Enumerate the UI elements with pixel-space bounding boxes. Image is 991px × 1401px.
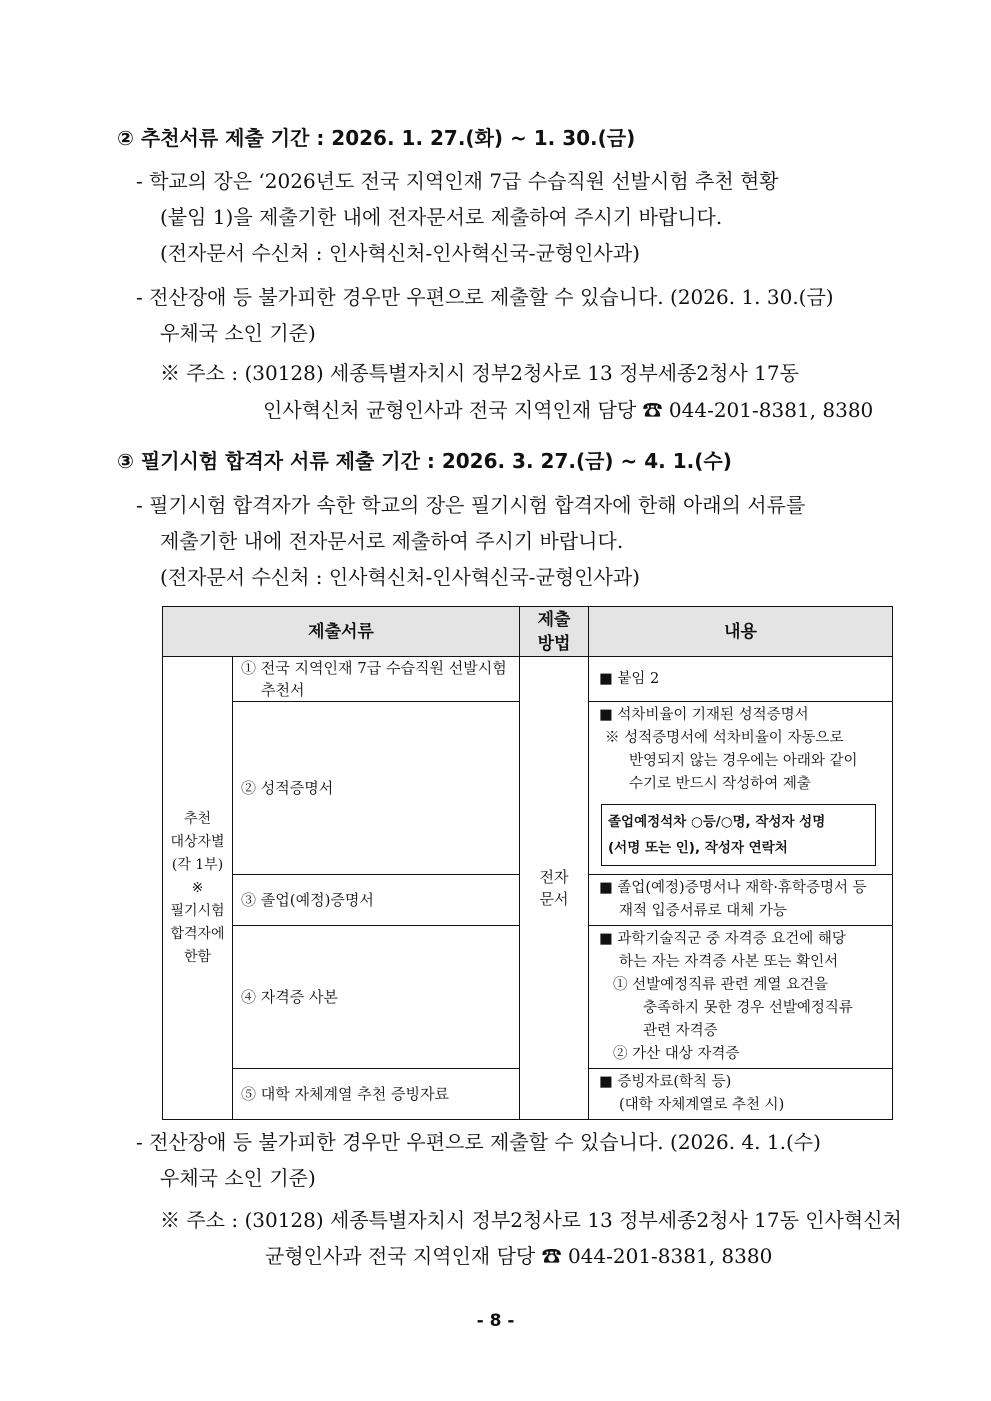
section3-bullet2-line1: - 전산장애 등 불가피한 경우만 우편으로 제출할 수 있습니다. (2026. 4. 1.(수) bbox=[136, 1130, 821, 1154]
section3-heading: ③ 필기시험 합격자 서류 제출 기간 : 2026. 3. 27.(금) ~ 4. 1.(수) bbox=[117, 449, 732, 473]
content-line: ■ 석차비율이 기재된 성적증명서 bbox=[599, 707, 809, 723]
section3-bullet1-line2: 제출기한 내에 전자문서로 제출하여 주시기 바랍니다. bbox=[160, 529, 624, 553]
required-documents-table bbox=[162, 606, 893, 1120]
header-method-line2: 방법 bbox=[537, 633, 571, 654]
section2-bullet2-line1: - 전산장애 등 불가피한 경우만 우편으로 제출할 수 있습니다. (2026. 1. 30.(금) bbox=[136, 285, 834, 309]
content-line: (대학 자체계열로 추천 시) bbox=[619, 1097, 785, 1113]
group-line: 추천 bbox=[183, 810, 212, 827]
section2-address-line2: 인사혁신처 균형인사과 전국 지역인재 담당 ☎ 044-201-8381, 8380 bbox=[263, 398, 874, 422]
group-cell bbox=[163, 657, 233, 1120]
section2-heading: ② 추천서류 제출 기간 : 2026. 1. 27.(화) ~ 1. 30.(금) bbox=[117, 126, 636, 150]
doc-certificate: ④ 자격증 사본 bbox=[233, 926, 520, 1069]
group-line: ※ bbox=[191, 879, 204, 896]
section3-recipient: (전자문서 수신처 : 인사혁신처-인사혁신국-균형인사과) bbox=[160, 565, 640, 589]
content-transcript bbox=[589, 702, 893, 875]
method-line: 문서 bbox=[539, 890, 569, 908]
header-documents: 제출서류 bbox=[163, 607, 520, 657]
page-number: - 8 - bbox=[476, 1311, 515, 1331]
header-method bbox=[520, 607, 589, 657]
content-line: ② 가산 대상 자격증 bbox=[613, 1046, 740, 1062]
content-line: ① 선발예정직류 관련 계열 요건을 bbox=[613, 977, 829, 993]
section2-address-line1: ※ 주소 : (30128) 세종특별자치시 정부2청사로 13 정부세종2청사 17동 bbox=[160, 361, 799, 385]
section3-address-line1: ※ 주소 : (30128) 세종특별자치시 정부2청사로 13 정부세종2청사 17동 인사혁신처 bbox=[160, 1208, 902, 1232]
content-graduation bbox=[589, 875, 893, 926]
table-row bbox=[163, 657, 893, 702]
rank-notice-box bbox=[601, 804, 876, 866]
content-university-proof bbox=[589, 1069, 893, 1120]
content-line: ※ 성적증명서에 석차비율이 자동으로 bbox=[605, 730, 844, 746]
content-certificate bbox=[589, 926, 893, 1069]
content-recommendation bbox=[589, 657, 893, 702]
doc-line: 추천서 bbox=[261, 681, 305, 699]
table-header-row bbox=[163, 607, 893, 657]
doc-university-proof: ⑤ 대학 자체계열 추천 증빙자료 bbox=[233, 1069, 520, 1120]
content-line: 재적 입증서류로 대체 가능 bbox=[619, 903, 787, 919]
section2-bullet1-line1: - 학교의 장은 ‘2026년도 전국 지역인재 7급 수습직원 선발시험 추천 현황 bbox=[136, 169, 779, 193]
doc-graduation: ③ 졸업(예정)증명서 bbox=[233, 875, 520, 926]
content-line: ■ 붙임 2 bbox=[599, 670, 660, 687]
content-line: 하는 자는 자격증 사본 또는 확인서 bbox=[619, 954, 839, 970]
group-line: 필기시험 bbox=[170, 902, 225, 919]
content-line: 반영되지 않는 경우에는 아래와 같이 bbox=[629, 753, 858, 769]
doc-transcript: ② 성적증명서 bbox=[233, 702, 520, 875]
group-line: 한함 bbox=[183, 948, 212, 965]
section3-address-line2: 균형인사과 전국 지역인재 담당 ☎ 044-201-8381, 8380 bbox=[265, 1244, 773, 1268]
group-line: 대상자별 bbox=[170, 833, 225, 850]
group-line: 합격자에 bbox=[170, 925, 225, 942]
content-line: 충족하지 못한 경우 선발예정직류 bbox=[643, 1000, 853, 1016]
doc-recommendation bbox=[233, 657, 520, 702]
header-content: 내용 bbox=[589, 607, 893, 657]
section3-bullet2-line2: 우체국 소인 기준) bbox=[160, 1166, 316, 1190]
method-line: 전자 bbox=[539, 868, 569, 886]
content-line: ■ 증빙자료(학칙 등) bbox=[599, 1074, 732, 1090]
box-line: 졸업예정석차 ○등/○명, 작성자 성명 bbox=[608, 814, 826, 830]
content-line: ■ 과학기술직군 중 자격증 요건에 해당 bbox=[599, 931, 846, 947]
section2-bullet1-line2: (붙임 1)을 제출기한 내에 전자문서로 제출하여 주시기 바랍니다. bbox=[160, 205, 723, 229]
content-line: 수기로 반드시 작성하여 제출 bbox=[629, 776, 811, 792]
method-cell bbox=[520, 657, 589, 1120]
content-line: 관련 자격증 bbox=[643, 1023, 718, 1039]
content-line: ■ 졸업(예정)증명서나 재학·휴학증명서 등 bbox=[599, 880, 867, 896]
section2-bullet2-line2: 우체국 소인 기준) bbox=[160, 321, 316, 345]
header-method-line1: 제출 bbox=[537, 609, 571, 630]
section2-recipient: (전자문서 수신처 : 인사혁신처-인사혁신국-균형인사과) bbox=[160, 241, 640, 265]
doc-line: ① 전국 지역인재 7급 수습직원 선발시험 bbox=[241, 659, 507, 677]
group-line: (각 1부) bbox=[171, 856, 224, 873]
box-line: (서명 또는 인), 작성자 연락처 bbox=[608, 840, 788, 856]
section3-bullet1-line1: - 필기시험 합격자가 속한 학교의 장은 필기시험 합격자에 한해 아래의 서류를 bbox=[136, 493, 806, 517]
